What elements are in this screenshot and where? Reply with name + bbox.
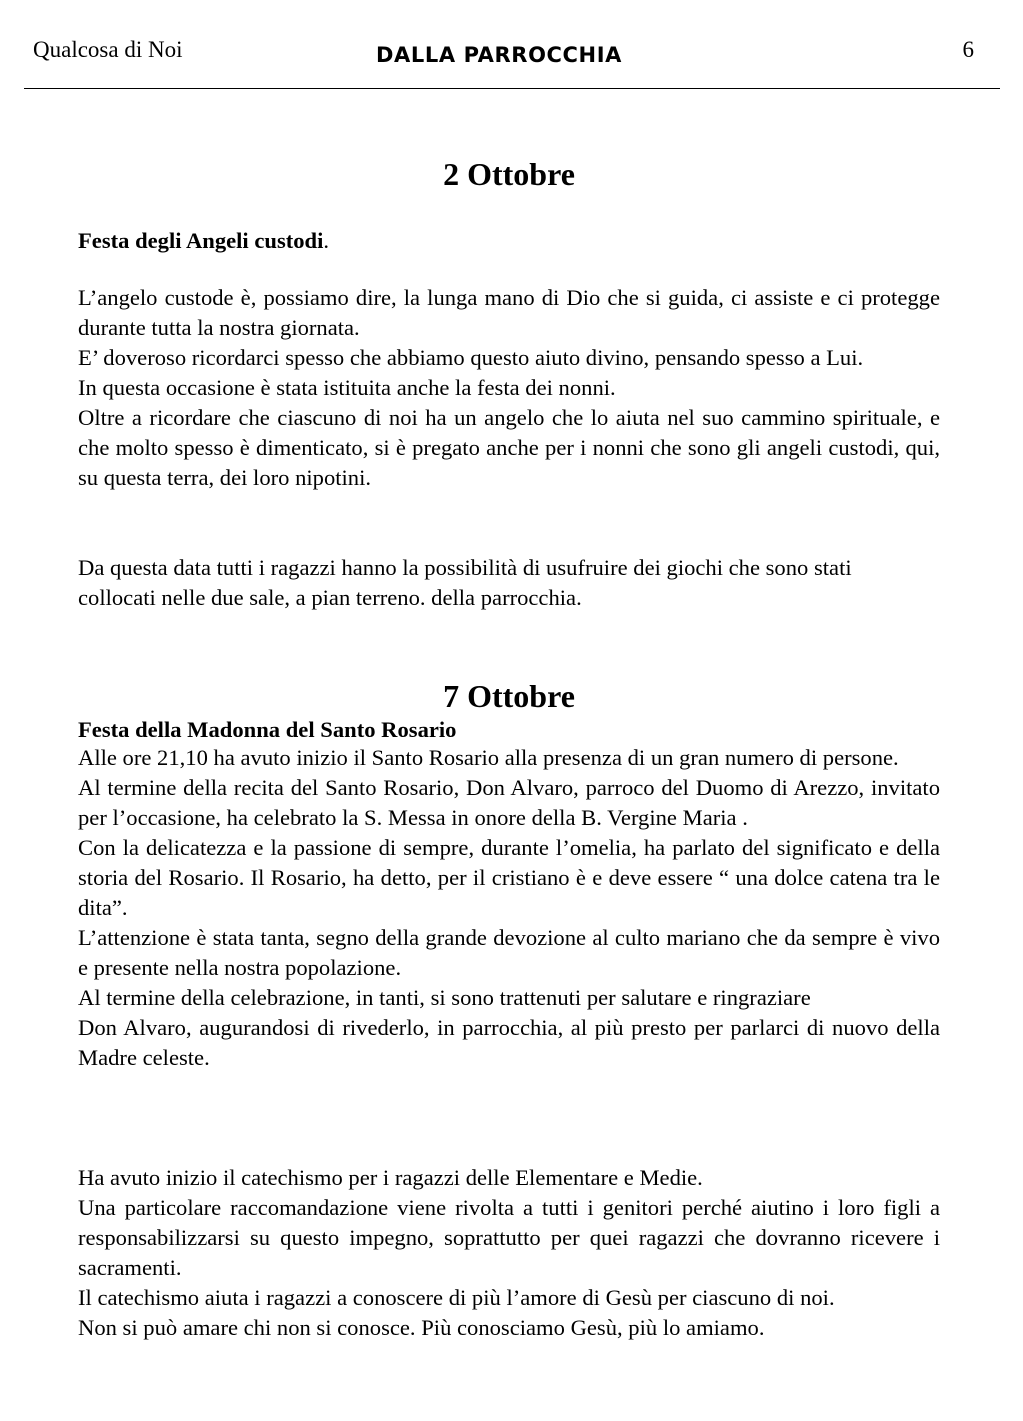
section1-title: 2 Ottobre xyxy=(443,156,575,192)
paragraph: E’ doveroso ricordarci spesso che abbiamo questo aiuto divino, pensando spesso a Lui. xyxy=(78,345,864,370)
paragraph: In questa occasione è stata istituita anche la festa dei nonni. xyxy=(78,375,616,400)
page-number: 6 xyxy=(962,37,974,62)
paragraph: L’angelo custode è, possiamo dire, la lunga mano di Dio che si guida, ci assiste e ci protegge durante tutta la nostra giornata. xyxy=(78,285,940,340)
paragraph: L’attenzione è stata tanta, segno della grande devozione al culto mariano che da sempre è vivo e presente nella nostra popolazione. xyxy=(78,925,940,980)
catechism-paragraphs xyxy=(78,1163,940,1343)
section-heading: DALLA PARROCCHIA xyxy=(376,43,622,67)
paragraph: Ha avuto inizio il catechismo per i ragazzi delle Elementare e Medie. xyxy=(78,1165,703,1190)
section1-subtitle xyxy=(78,226,940,256)
paragraph-line: Da questa data tutti i ragazzi hanno la possibilità di usufruire dei giochi che sono stati xyxy=(78,555,852,580)
publication-name: Qualcosa di Noi xyxy=(33,37,183,62)
section2-subtitle: Festa della Madonna del Santo Rosario xyxy=(78,717,457,742)
section2-title: 7 Ottobre xyxy=(443,678,575,714)
paragraph: Non si può amare chi non si conosce. Più conosciamo Gesù, più lo amiamo. xyxy=(78,1315,765,1340)
section2-paragraphs xyxy=(78,743,940,1073)
games-paragraph xyxy=(78,553,940,613)
paragraph: Don Alvaro, augurandosi di rivederlo, in parrocchia, al più presto per parlarci di nuovo della Madre celeste. xyxy=(78,1015,940,1070)
section1-subtitle-text: Festa degli Angeli custodi xyxy=(78,228,324,253)
paragraph: Con la delicatezza e la passione di sempre, durante l’omelia, ha parlato del significato e della storia del Rosario. Il Rosario, ha detto, per il cristiano è e deve essere “ una dolce catena tra le dita”. xyxy=(78,835,940,920)
section1-paragraphs xyxy=(78,283,940,493)
paragraph: Alle ore 21,10 ha avuto inizio il Santo Rosario alla presenza di un gran numero di persone. xyxy=(78,745,899,770)
page-header xyxy=(24,0,1000,89)
section1-subtitle-period: . xyxy=(323,228,330,253)
paragraph: Al termine della celebrazione, in tanti, si sono trattenuti per salutare e ringraziare xyxy=(78,985,811,1010)
paragraph: Al termine della recita del Santo Rosario, Don Alvaro, parroco del Duomo di Arezzo, invitato per l’occasione, ha celebrato la S. Messa in onore della B. Vergine Maria . xyxy=(78,775,940,830)
paragraph: Il catechismo aiuta i ragazzi a conoscere di più l’amore di Gesù per ciascuno di noi. xyxy=(78,1285,835,1310)
paragraph: Una particolare raccomandazione viene rivolta a tutti i genitori perché aiutino i loro figli a responsabilizzarsi su questo impegno, soprattutto per quei ragazzi che dovranno ricevere i sacramenti. xyxy=(78,1195,940,1280)
paragraph-line: collocati nelle due sale, a pian terreno. della parrocchia. xyxy=(78,585,582,610)
paragraph: Oltre a ricordare che ciascuno di noi ha un angelo che lo aiuta nel suo cammino spirituale, e che molto spesso è dimenticato, si è pregato anche per i nonni che sono gli angeli custodi, qui, su questa terra, dei loro nipotini. xyxy=(78,405,940,490)
